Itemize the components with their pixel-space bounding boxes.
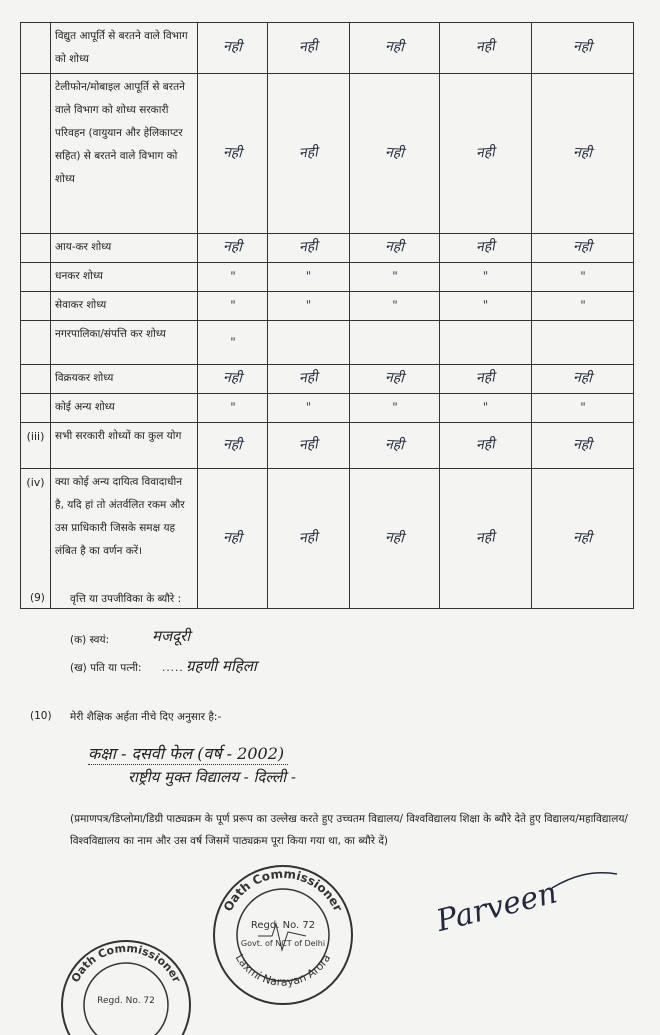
value-cell xyxy=(198,365,268,394)
handwritten-value: " xyxy=(305,297,312,313)
handwritten-value: " xyxy=(391,399,398,415)
handwritten-value: नही xyxy=(384,38,405,56)
handwritten-value: नही xyxy=(475,238,496,256)
value-cell xyxy=(198,74,268,234)
value-cell xyxy=(198,292,268,321)
handwritten-value: " xyxy=(579,297,586,313)
handwritten-value: नही xyxy=(475,435,496,454)
self-occupation-label: (क) स्वयं: xyxy=(70,634,110,646)
row-label: विद्युत आपूर्ति से बरतने वाले विभाग को शोध्य xyxy=(51,23,198,74)
qualification-line-1: कक्षा - दसवी फेल (वर्ष - 2002) xyxy=(88,742,288,765)
self-occupation-value: मजदूरी xyxy=(152,627,191,645)
spouse-dotted-leader: ..... xyxy=(162,662,184,674)
value-cell xyxy=(268,365,350,394)
handwritten-value: नही xyxy=(222,369,243,387)
handwritten-value: नही xyxy=(384,144,405,161)
handwritten-value: नही xyxy=(298,38,319,56)
value-cell xyxy=(440,74,532,234)
row-label: नगरपालिका/संपत्ति कर शोध्य xyxy=(51,321,198,365)
value-cell xyxy=(440,234,532,263)
section-10-number: (10) xyxy=(30,710,52,722)
stamp-1-govt: Govt. of NCT of Delhi xyxy=(240,939,326,948)
handwritten-value: " xyxy=(579,268,586,284)
handwritten-value: नही xyxy=(298,143,319,162)
value-cell xyxy=(440,292,532,321)
table-row xyxy=(21,292,634,321)
handwritten-value: नही xyxy=(475,38,496,56)
handwritten-value: नही xyxy=(222,436,243,453)
handwritten-value: " xyxy=(579,399,586,415)
value-cell xyxy=(440,394,532,423)
table-row xyxy=(21,74,634,234)
value-cell xyxy=(198,394,268,423)
handwritten-value: " xyxy=(305,268,312,284)
handwritten-value: " xyxy=(229,297,236,313)
row-number xyxy=(21,263,51,292)
liabilities-table xyxy=(20,22,634,609)
value-cell xyxy=(198,263,268,292)
row-number: (iv) xyxy=(21,469,51,609)
row-label: धनकर शोध्य xyxy=(51,263,198,292)
handwritten-value: " xyxy=(229,268,236,284)
value-cell xyxy=(268,423,350,469)
section-9-heading: वृत्ति या उपजीविका के ब्यौरे : xyxy=(70,593,182,605)
table-row xyxy=(21,23,634,74)
value-cell xyxy=(350,234,440,263)
handwritten-value: " xyxy=(482,268,489,284)
value-cell xyxy=(268,469,350,609)
handwritten-value: नही xyxy=(572,529,593,546)
oath-commissioner-stamp xyxy=(210,862,356,1008)
handwritten-value: नही xyxy=(222,529,243,546)
value-cell xyxy=(532,321,634,365)
table-row xyxy=(21,423,634,469)
signature-tail xyxy=(552,873,617,888)
svg-text:Laxmi Narayan Arora xyxy=(233,952,334,989)
value-cell xyxy=(350,23,440,74)
value-cell xyxy=(440,321,532,365)
handwritten-value: नही xyxy=(384,529,405,546)
table-row xyxy=(21,365,634,394)
handwritten-value: नही xyxy=(298,369,319,387)
qualification-line-2: राष्ट्रीय मुक्त विद्यालय - दिल्ली - xyxy=(128,768,297,786)
value-cell xyxy=(532,74,634,234)
handwritten-value: नही xyxy=(298,238,319,256)
value-cell xyxy=(440,469,532,609)
handwritten-value: नही xyxy=(298,528,319,547)
row-number xyxy=(21,234,51,263)
value-cell xyxy=(532,263,634,292)
value-cell xyxy=(268,23,350,74)
row-number xyxy=(21,23,51,74)
handwritten-value: नही xyxy=(222,238,243,256)
handwritten-value: नही xyxy=(572,238,593,256)
row-number xyxy=(21,321,51,365)
value-cell xyxy=(350,394,440,423)
handwritten-value: नही xyxy=(475,369,496,387)
handwritten-value: " xyxy=(391,268,398,284)
value-cell xyxy=(532,469,634,609)
value-cell xyxy=(350,365,440,394)
qualification-note: (प्रमाणपत्र/डिप्लोमा/डिग्री पाठ्यक्रम के पूर्ण प्ररूप का उल्लेख करते हुए उच्चतम विद्यालय/ विश्वविद्यालय शिक्षा के ब्यौरे देते हुए विद्यालय/महाविद्यालय/विश्वविद्यालय का नाम और उस वर्ष जिसमें पाठ्यक्रम पूरा किया गया था, का ब्यौरे दें) xyxy=(70,813,628,847)
value-cell xyxy=(198,234,268,263)
handwritten-value: नही xyxy=(222,144,243,161)
handwritten-value: नही xyxy=(222,38,243,56)
row-number xyxy=(21,74,51,234)
handwritten-value: नही xyxy=(572,369,593,387)
oath-commissioner-stamp-2 xyxy=(58,935,194,1035)
handwritten-value: नही xyxy=(384,238,405,256)
spouse-occupation-value: ग्रहणी महिला xyxy=(186,657,257,675)
row-label: सभी सरकारी शोध्यों का कुल योग xyxy=(51,423,198,469)
value-cell xyxy=(440,423,532,469)
handwritten-value: नही xyxy=(572,38,593,56)
value-cell xyxy=(440,365,532,394)
value-cell xyxy=(268,321,350,365)
value-cell xyxy=(350,321,440,365)
svg-text:Oath Commissioner xyxy=(221,867,345,914)
value-cell xyxy=(350,74,440,234)
row-number xyxy=(21,292,51,321)
value-cell xyxy=(268,263,350,292)
table-row xyxy=(21,394,634,423)
value-cell xyxy=(268,292,350,321)
handwritten-value: " xyxy=(305,399,312,415)
stamp-2-reg-number: Regd. No. 72 xyxy=(97,996,155,1006)
handwritten-value: नही xyxy=(384,436,405,453)
row-number: (iii) xyxy=(21,423,51,469)
value-cell xyxy=(350,423,440,469)
handwritten-value: नही xyxy=(475,528,496,547)
signature xyxy=(432,860,632,944)
value-cell xyxy=(532,23,634,74)
handwritten-value: नही xyxy=(572,144,593,161)
value-cell xyxy=(440,263,532,292)
value-cell xyxy=(268,394,350,423)
row-label: क्या कोई अन्य दायित्व विवादाधीन है, यदि हां तो अंतर्वलित रकम और उस प्राधिकारी जिसके समक्ष यह लंबित है का वर्णन करें। xyxy=(51,469,198,609)
table-row xyxy=(21,469,634,609)
stamp-1-bottom-text: Laxmi Narayan Arora xyxy=(232,951,334,989)
row-label: आय-कर शोध्य xyxy=(51,234,198,263)
table-row xyxy=(21,234,634,263)
value-cell xyxy=(198,469,268,609)
spouse-occupation-label: (ख) पति या पत्नी: xyxy=(70,662,142,674)
value-cell xyxy=(268,74,350,234)
value-cell xyxy=(440,23,532,74)
row-number xyxy=(21,394,51,423)
handwritten-value: नही xyxy=(298,435,319,454)
value-cell xyxy=(532,423,634,469)
handwritten-value: नही xyxy=(475,143,496,162)
value-cell xyxy=(198,423,268,469)
value-cell xyxy=(198,23,268,74)
handwritten-value: नही xyxy=(572,436,593,453)
stamp-2-top-text: Oath Commissioner xyxy=(68,941,184,985)
row-number xyxy=(21,365,51,394)
value-cell xyxy=(350,469,440,609)
handwritten-value: " xyxy=(391,297,398,313)
handwritten-value: " xyxy=(482,297,489,313)
table-row xyxy=(21,321,634,365)
handwritten-value: " xyxy=(229,334,236,349)
row-label: सेवाकर शोध्य xyxy=(51,292,198,321)
row-label: विक्रयकर शोध्य xyxy=(51,365,198,394)
value-cell xyxy=(532,394,634,423)
value-cell xyxy=(532,365,634,394)
handwritten-value: नही xyxy=(384,369,405,387)
stamp-1-top-text: Oath Commissioner xyxy=(220,866,346,914)
stamp-1-reg-number: Regd. No. 72 xyxy=(250,920,316,931)
handwritten-value: " xyxy=(482,399,489,415)
value-cell xyxy=(350,263,440,292)
value-cell xyxy=(350,292,440,321)
value-cell xyxy=(532,292,634,321)
table-row xyxy=(21,263,634,292)
value-cell xyxy=(532,234,634,263)
section-9-number: (9) xyxy=(30,592,45,604)
signature-text: Parveen xyxy=(433,875,561,940)
value-cell xyxy=(198,321,268,365)
row-label: कोई अन्य शोध्य xyxy=(51,394,198,423)
value-cell xyxy=(268,234,350,263)
section-10-heading: मेरी शैक्षिक अर्हता नीचे दिए अनुसार है:- xyxy=(70,711,222,723)
row-label: टेलीफोन/मोबाइल आपूर्ति से बरतने वाले विभाग को शोध्य सरकारी परिवहन (वायुयान और हेलिकाप्टर सहित) से बरतने वाले विभाग को शोध्य xyxy=(51,74,198,234)
handwritten-value: " xyxy=(229,399,236,415)
